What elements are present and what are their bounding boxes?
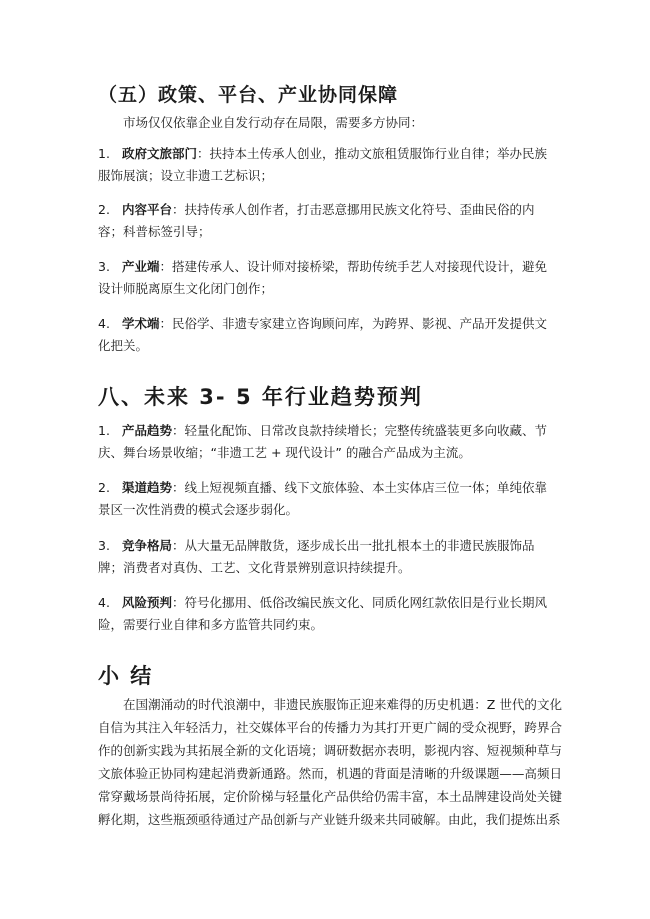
list-term: 学术端 — [122, 316, 160, 331]
list-text: ：线上短视频直播、线下文旅体验、本土实体店三位一体；单纯依靠景区一次性消费的模式会逐步弱化。 — [98, 480, 548, 517]
list-text: ：从大量无品牌散货，逐步成长出一批扎根本土的非遗民族服饰品牌；消费者对真伪、工艺、文化背景辨别意识持续提升。 — [98, 538, 535, 575]
list-number: 3. — [98, 259, 110, 274]
list-term: 内容平台 — [122, 202, 173, 217]
list-text: ：符号化挪用、低俗改编民族文化、同质化网红款依旧是行业长期风险，需要行业自律和多方监管共同约束。 — [98, 595, 548, 632]
list-text: ：扶持传承人创作者，打击恶意挪用民族文化符号、歪曲民俗的内容；科普标签引导； — [98, 202, 535, 239]
list-term: 产品趋势 — [122, 423, 173, 438]
list-text: ：搭建传承人、设计师对接桥梁，帮助传统手艺人对接现代设计，避免设计师脱离原生文化闭门创作； — [98, 259, 548, 296]
list-text: ：轻量化配饰、日常改良款持续增长；完整传统盛装更多向收藏、节庆、舞台场景收缩；“非遗工艺 + 现代设计” 的融合产品成为主流。 — [98, 423, 548, 460]
list-item — [98, 535, 558, 579]
list-item — [98, 199, 558, 243]
list-item — [98, 592, 558, 636]
list-term: 政府文旅部门 — [122, 146, 198, 161]
list-number: 4. — [98, 316, 110, 331]
list-text: ：扶持本土传承人创业，推动文旅租赁服饰行业自律；举办民族服饰展演；设立非遗工艺标识； — [98, 146, 548, 183]
list-number: 3. — [98, 538, 110, 553]
section-heading-policy: （五）政策、平台、产业协同保障 — [98, 84, 399, 106]
list-number: 1. — [98, 146, 110, 161]
policy-intro: 市场仅仅依靠企业自发行动存在局限，需要多方协同： — [123, 115, 424, 130]
section-heading-trend: 八、未来 3- 5 年行业趋势预判 — [98, 385, 423, 409]
list-item — [98, 256, 558, 300]
list-term: 产业端 — [122, 259, 160, 274]
list-number: 4. — [98, 595, 110, 610]
list-item — [98, 313, 558, 357]
list-number: 2. — [98, 202, 110, 217]
list-text: ：民俗学、非遗专家建立咨询顾问库，为跨界、影视、产品开发提供文化把关。 — [98, 316, 548, 353]
list-term: 竞争格局 — [122, 538, 173, 553]
summary-paragraph: 在国潮涌动的时代浪潮中，非遗民族服饰正迎来难得的历史机遇：Z 世代的文化自信为其注入年轻活力，社交媒体平台的传播力为其打开更广阔的受众视野，跨界合作的创新实践为其拓展全新的文化语境；调研数据亦表明，影视内容、短视频种草与文旅体验正协同构建起消费新通路。然而，机遇的背面是清晰的升级课题——高频日常穿戴场景尚待拓展，定价阶梯与轻量化产品供给仍需丰富，本土品牌建设尚处关键孵化期，这些瓶颈亟待通过产品创新与产业链升级来共同破解。由此，我们提炼出系 — [98, 697, 562, 827]
section-heading-summary: 小 结 — [98, 664, 154, 688]
list-item — [98, 477, 558, 521]
list-term: 风险预判 — [122, 595, 173, 610]
list-item — [98, 143, 558, 187]
list-number: 2. — [98, 480, 110, 495]
list-number: 1. — [98, 423, 110, 438]
list-item — [98, 420, 558, 464]
list-term: 渠道趋势 — [122, 480, 173, 495]
